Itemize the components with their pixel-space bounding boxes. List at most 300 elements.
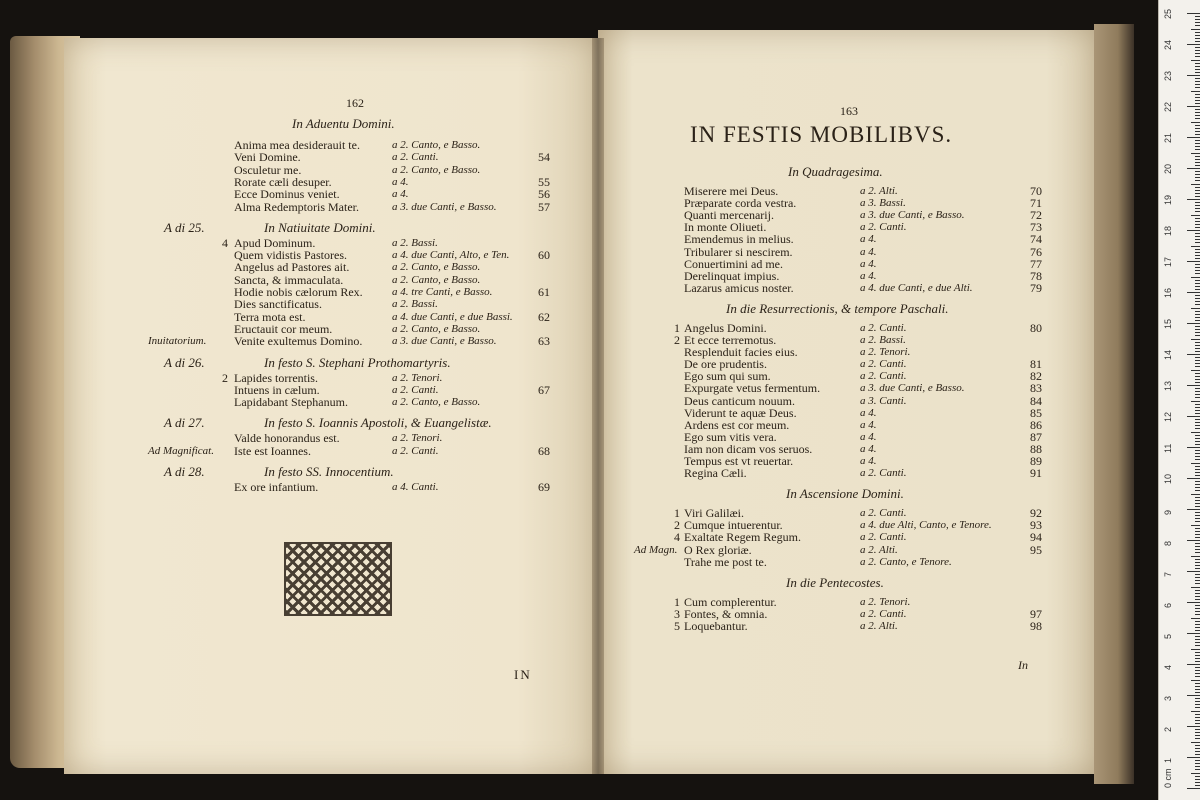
ruler-label: 0 cm — [1163, 768, 1173, 788]
page-number: 162 — [346, 96, 364, 110]
ruler-tick — [1195, 763, 1200, 764]
entry-title: Trahe me post te. — [684, 554, 767, 569]
measurement-ruler — [1158, 0, 1200, 800]
ruler-tick — [1195, 211, 1200, 212]
ruler-label: 18 — [1163, 225, 1173, 236]
ruler-tick — [1195, 552, 1200, 553]
ruler-tick — [1187, 726, 1200, 727]
ruler-tick — [1195, 397, 1200, 398]
ruler-tick — [1195, 456, 1200, 457]
entry-voices: a 2. Canti. — [860, 321, 907, 334]
ruler-tick — [1195, 286, 1200, 287]
ruler-tick — [1187, 385, 1200, 386]
book-right-edge — [1094, 24, 1134, 784]
ruler-tick — [1191, 556, 1200, 557]
entry-voices: a 4. — [860, 233, 877, 246]
entry-title: Iste est Ioannes. — [234, 443, 311, 458]
ruler-tick — [1195, 670, 1200, 671]
ruler-tick — [1195, 732, 1200, 733]
ruler-tick — [1195, 53, 1200, 54]
entry-index: 1 — [674, 506, 680, 521]
ruler-label: 15 — [1163, 318, 1173, 329]
entry-title: Ecce Dominus veniet. — [234, 187, 340, 202]
entry-index: 5 — [674, 618, 680, 633]
entry-index: 2 — [222, 370, 228, 385]
ruler-tick — [1187, 571, 1200, 572]
ruler-tick — [1191, 339, 1200, 340]
ruler-tick — [1195, 376, 1200, 377]
ruler-tick — [1191, 525, 1200, 526]
entry-page: 57 — [538, 199, 550, 214]
ruler-tick — [1191, 60, 1200, 61]
ruler-tick — [1187, 478, 1200, 479]
entry-voices: a 4. — [860, 257, 877, 270]
ruler-tick — [1195, 506, 1200, 507]
entry-title: Lazarus amicus noster. — [684, 280, 794, 295]
ruler-tick — [1195, 422, 1200, 423]
ruler-tick — [1187, 757, 1200, 758]
ruler-tick — [1195, 562, 1200, 563]
ruler-tick — [1195, 202, 1200, 203]
ruler-tick — [1187, 168, 1200, 169]
ruler-tick — [1195, 56, 1200, 57]
ruler-tick — [1187, 292, 1200, 293]
ruler-tick — [1195, 280, 1200, 281]
entry-voices: a 2. Canto, e Basso. — [392, 322, 481, 335]
ruler-tick — [1195, 559, 1200, 560]
entry-title: Viderunt te aquæ Deus. — [684, 405, 797, 420]
entry-voices: a 4. — [860, 418, 877, 431]
feast-date: A di 26. — [164, 354, 205, 370]
ruler-tick — [1195, 84, 1200, 85]
entry-voices: a 2. Tenori. — [860, 346, 911, 359]
catchword: In — [1018, 658, 1028, 672]
ruler-tick — [1195, 301, 1200, 302]
ruler-tick — [1191, 277, 1200, 278]
ruler-tick — [1195, 171, 1200, 172]
ruler-tick — [1195, 704, 1200, 705]
entry-voices: a 2. Bassi. — [860, 334, 906, 346]
ruler-tick — [1191, 680, 1200, 681]
entry-title: Regina Cæli. — [684, 466, 747, 481]
ruler-tick — [1195, 38, 1200, 39]
ruler-tick — [1195, 605, 1200, 606]
ruler-tick — [1187, 75, 1200, 76]
entry-index: 1 — [674, 594, 680, 609]
entry-title: Angelus Domini. — [684, 320, 767, 335]
ruler-tick — [1195, 100, 1200, 101]
ruler-tick — [1195, 345, 1200, 346]
entry-voices: a 4. due Canti, e due Bassi. — [392, 310, 513, 323]
section-heading: In festo S. Ioannis Apostoli, & Euangelistæ. — [264, 415, 492, 431]
ruler-tick — [1195, 326, 1200, 327]
entry-page: 78 — [1030, 268, 1042, 283]
ruler-tick — [1195, 738, 1200, 739]
ruler-tick — [1195, 348, 1200, 349]
entry-page: 98 — [1030, 618, 1042, 633]
ruler-tick — [1195, 242, 1200, 243]
ruler-tick — [1195, 224, 1200, 225]
ruler-label: 11 — [1163, 443, 1173, 453]
ruler-tick — [1195, 221, 1200, 222]
ruler-tick — [1195, 379, 1200, 380]
ruler-tick — [1195, 580, 1200, 581]
ruler-tick — [1195, 779, 1200, 780]
ruler-tick — [1195, 363, 1200, 364]
entry-page: 67 — [538, 382, 550, 397]
entry-page: 82 — [1030, 369, 1042, 384]
ruler-tick — [1191, 587, 1200, 588]
entry-voices: a 2. Tenori. — [392, 371, 443, 384]
ruler-tick — [1195, 435, 1200, 436]
ruler-tick — [1195, 255, 1200, 256]
ruler-tick — [1187, 106, 1200, 107]
entry-index: 2 — [674, 518, 680, 533]
entry-voices: a 2. Bassi. — [392, 236, 438, 249]
entry-title: Et ecce terremotus. — [684, 333, 777, 347]
catchword: IN — [514, 667, 532, 682]
ruler-tick — [1195, 515, 1200, 516]
ruler-tick — [1195, 469, 1200, 470]
ruler-tick — [1195, 769, 1200, 770]
entry-title: Anima mea desiderauit te. — [234, 138, 360, 152]
ruler-tick — [1195, 543, 1200, 544]
entry-page: 62 — [538, 309, 550, 324]
margin-note: Ad Magn. — [634, 543, 678, 556]
entry-page: 63 — [538, 334, 550, 349]
ruler-label: 5 — [1163, 633, 1173, 639]
entry-title: Derelinquat impius. — [684, 268, 780, 283]
ruler-tick — [1195, 534, 1200, 535]
page-number: 163 — [840, 104, 858, 118]
ruler-tick — [1195, 19, 1200, 20]
entry-voices: a 3. due Canti, e Basso. — [860, 382, 965, 395]
entry-title: Iam non dicam vos seruos. — [684, 441, 813, 456]
ruler-tick — [1195, 596, 1200, 597]
ruler-tick — [1195, 686, 1200, 687]
entry-title: Hodie nobis cælorum Rex. — [234, 285, 363, 299]
ruler-label: 25 — [1163, 8, 1173, 19]
ruler-tick — [1195, 754, 1200, 755]
entry-title: Viri Galilæi. — [684, 506, 744, 521]
ruler-label: 21 — [1163, 132, 1173, 143]
entry-title: De ore prudentis. — [684, 357, 767, 372]
ruler-tick — [1195, 143, 1200, 144]
ruler-tick — [1195, 645, 1200, 646]
ruler-label: 2 — [1163, 726, 1173, 732]
ruler-tick — [1195, 472, 1200, 473]
ruler-tick — [1195, 673, 1200, 674]
ruler-label: 24 — [1163, 39, 1173, 50]
ruler-tick — [1195, 692, 1200, 693]
ruler-tick — [1187, 664, 1200, 665]
entry-title: Cumque intuerentur. — [684, 518, 783, 533]
ruler-tick — [1195, 689, 1200, 690]
entry-index: 1 — [674, 320, 680, 335]
entry-page: 94 — [1030, 530, 1042, 545]
ruler-tick — [1187, 695, 1200, 696]
ruler-tick — [1187, 323, 1200, 324]
ruler-tick — [1191, 246, 1200, 247]
ruler-tick — [1191, 215, 1200, 216]
entry-page: 56 — [538, 187, 550, 202]
ruler-label: 23 — [1163, 70, 1173, 81]
entry-voices: a 2. Canto, e Basso. — [392, 139, 481, 151]
ruler-tick — [1195, 131, 1200, 132]
entry-page: 91 — [1030, 466, 1042, 481]
ruler-tick — [1191, 463, 1200, 464]
entry-page: 93 — [1030, 518, 1042, 533]
section-heading: In Ascensione Domini. — [786, 486, 904, 502]
entry-title: Valde honorandus est. — [234, 431, 340, 446]
entry-page: 70 — [1030, 184, 1042, 198]
ruler-tick — [1195, 239, 1200, 240]
ruler-tick — [1191, 91, 1200, 92]
entry-voices: a 4. tre Canti, e Basso. — [392, 286, 493, 298]
ruler-tick — [1195, 388, 1200, 389]
ruler-tick — [1195, 196, 1200, 197]
ruler-tick — [1191, 401, 1200, 402]
entry-title: Intuens in cælum. — [234, 382, 320, 397]
ruler-tick — [1195, 707, 1200, 708]
ruler-tick — [1195, 723, 1200, 724]
ruler-tick — [1195, 425, 1200, 426]
ruler-label: 7 — [1163, 571, 1173, 577]
margin-note: Ad Magnificat. — [148, 444, 214, 457]
ruler-tick — [1195, 360, 1200, 361]
entry-title: Apud Dominum. — [234, 235, 316, 250]
ruler-tick — [1187, 354, 1200, 355]
ruler-tick — [1191, 370, 1200, 371]
ruler-tick — [1195, 236, 1200, 237]
ruler-tick — [1195, 577, 1200, 578]
entry-page: 69 — [538, 480, 550, 494]
ruler-tick — [1187, 13, 1200, 14]
ruler-tick — [1191, 308, 1200, 309]
ruler-tick — [1195, 599, 1200, 600]
ruler-tick — [1195, 208, 1200, 209]
entry-page: 95 — [1030, 542, 1042, 557]
ruler-tick — [1195, 162, 1200, 163]
ruler-tick — [1195, 735, 1200, 736]
ruler-tick — [1195, 249, 1200, 250]
entry-page: 97 — [1030, 606, 1042, 621]
entry-page: 74 — [1030, 232, 1042, 247]
ruler-tick — [1195, 407, 1200, 408]
entry-title: Osculetur me. — [234, 162, 302, 177]
ruler-tick — [1195, 614, 1200, 615]
ruler-tick — [1195, 72, 1200, 73]
ruler-tick — [1195, 146, 1200, 147]
entry-title: Ego sum qui sum. — [684, 369, 771, 384]
entry-title: O Rex gloriæ. — [684, 542, 752, 557]
ruler-tick — [1195, 252, 1200, 253]
ruler-label: 17 — [1163, 256, 1173, 267]
ruler-tick — [1195, 382, 1200, 383]
ruler-tick — [1195, 264, 1200, 265]
ruler-tick — [1195, 751, 1200, 752]
ruler-tick — [1195, 47, 1200, 48]
entry-voices: a 2. Canti. — [860, 507, 907, 520]
ruler-tick — [1191, 618, 1200, 619]
ruler-tick — [1195, 701, 1200, 702]
entry-voices: a 4. — [392, 175, 409, 188]
ruler-tick — [1195, 320, 1200, 321]
ruler-tick — [1195, 497, 1200, 498]
ruler-tick — [1195, 512, 1200, 513]
entry-page: 61 — [538, 285, 550, 299]
entry-voices: a 3. due Canti, e Basso. — [392, 335, 497, 348]
entry-voices: a 2. Canti. — [860, 607, 907, 620]
ruler-tick — [1195, 627, 1200, 628]
ruler-tick — [1195, 608, 1200, 609]
entry-title: Expurgate vetus fermentum. — [684, 381, 821, 396]
section-heading: In festo SS. Innocentium. — [264, 464, 394, 479]
entry-voices: a 4. — [392, 188, 409, 201]
entry-voices: a 4. — [860, 406, 877, 419]
ruler-tick — [1187, 633, 1200, 634]
ruler-tick — [1191, 432, 1200, 433]
entry-page: 88 — [1030, 441, 1042, 456]
entry-title: Sancta, & immaculata. — [234, 272, 344, 287]
entry-index: 3 — [674, 606, 680, 621]
entry-title: Cum complerentur. — [684, 594, 777, 609]
feast-date: A di 25. — [164, 219, 205, 235]
entry-index: 2 — [674, 333, 680, 347]
ruler-tick — [1195, 32, 1200, 33]
ruler-tick — [1195, 782, 1200, 783]
ruler-tick — [1195, 205, 1200, 206]
entry-title: Lapidabant Stephanum. — [234, 395, 348, 410]
ruler-tick — [1195, 785, 1200, 786]
entry-page: 71 — [1030, 196, 1042, 211]
entry-title: Resplenduit facies eius. — [684, 345, 798, 360]
entry-title: Tribularer si nescirem. — [684, 244, 793, 259]
ruler-tick — [1195, 621, 1200, 622]
ruler-tick — [1195, 639, 1200, 640]
ruler-tick — [1187, 509, 1200, 510]
entry-page: 89 — [1030, 454, 1042, 468]
entry-voices: a 4. — [860, 269, 877, 282]
ruler-tick — [1195, 165, 1200, 166]
ruler-tick — [1195, 218, 1200, 219]
entry-title: Deus canticum nouum. — [684, 393, 795, 408]
entry-title: Alma Redemptoris Mater. — [234, 199, 359, 214]
ruler-tick — [1195, 335, 1200, 336]
ruler-tick — [1195, 655, 1200, 656]
entry-page: 76 — [1030, 244, 1042, 259]
entry-page: 92 — [1030, 506, 1042, 521]
ruler-tick — [1195, 16, 1200, 17]
ruler-tick — [1191, 773, 1200, 774]
ruler-tick — [1195, 332, 1200, 333]
ruler-tick — [1187, 602, 1200, 603]
ruler-label: 6 — [1163, 602, 1173, 608]
ruler-tick — [1195, 103, 1200, 104]
ruler-tick — [1195, 41, 1200, 42]
ruler-tick — [1195, 174, 1200, 175]
entry-voices: a 4. due Canti, e due Alti. — [860, 281, 973, 294]
entry-voices: a 3. Canti. — [860, 394, 907, 407]
entry-voices: a 2. Alti. — [860, 619, 898, 632]
section-heading: In Quadragesima. — [788, 164, 883, 179]
ruler-tick — [1195, 490, 1200, 491]
ruler-tick — [1195, 187, 1200, 188]
ruler-tick — [1195, 81, 1200, 82]
ruler-tick — [1195, 267, 1200, 268]
ruler-label: 13 — [1163, 380, 1173, 391]
ruler-tick — [1195, 304, 1200, 305]
left-page — [64, 38, 598, 774]
ruler-tick — [1187, 261, 1200, 262]
entry-page: 86 — [1030, 417, 1042, 432]
entry-page: 87 — [1030, 429, 1042, 444]
entry-page: 55 — [538, 174, 550, 189]
ruler-tick — [1195, 258, 1200, 259]
ruler-tick — [1195, 317, 1200, 318]
ruler-tick — [1195, 295, 1200, 296]
ruler-tick — [1195, 270, 1200, 271]
ruler-tick — [1191, 742, 1200, 743]
ruler-tick — [1195, 97, 1200, 98]
ruler-tick — [1195, 667, 1200, 668]
ruler-label: 14 — [1163, 349, 1173, 360]
entry-page: 81 — [1030, 357, 1042, 372]
ruler-label: 3 — [1163, 695, 1173, 701]
ruler-tick — [1195, 518, 1200, 519]
ruler-tick — [1195, 642, 1200, 643]
ruler-tick — [1195, 180, 1200, 181]
ruler-tick — [1195, 298, 1200, 299]
entry-page: 85 — [1030, 405, 1042, 420]
entry-index: 4 — [674, 530, 680, 545]
ruler-label: 12 — [1163, 411, 1173, 422]
ruler-tick — [1195, 459, 1200, 460]
entry-title: Tempus est vt reuertar. — [684, 454, 794, 468]
ruler-tick — [1195, 528, 1200, 529]
entry-voices: a 2. Canti. — [392, 444, 439, 457]
ruler-tick — [1195, 481, 1200, 482]
entry-voices: a 4. — [860, 455, 877, 467]
feast-date: A di 27. — [164, 415, 205, 431]
ruler-tick — [1195, 574, 1200, 575]
ruler-label: 4 — [1163, 664, 1173, 670]
ruler-tick — [1195, 329, 1200, 330]
entry-title: In monte Oliueti. — [684, 220, 767, 235]
ruler-tick — [1191, 494, 1200, 495]
ruler-tick — [1195, 25, 1200, 26]
ruler-tick — [1195, 314, 1200, 315]
ruler-tick — [1195, 428, 1200, 429]
ruler-tick — [1195, 233, 1200, 234]
ruler-tick — [1195, 63, 1200, 64]
entry-title: Miserere mei Deus. — [684, 184, 779, 198]
ruler-tick — [1195, 503, 1200, 504]
ruler-tick — [1187, 44, 1200, 45]
ruler-tick — [1195, 583, 1200, 584]
ruler-tick — [1195, 66, 1200, 67]
ruler-tick — [1195, 441, 1200, 442]
ruler-tick — [1195, 611, 1200, 612]
ruler-tick — [1191, 29, 1200, 30]
entry-voices: a 2. Bassi. — [392, 298, 438, 311]
entry-title: Ex ore infantium. — [234, 480, 319, 494]
entry-title: Exaltate Regem Regum. — [684, 530, 801, 545]
entry-voices: a 2. Canti. — [860, 467, 907, 480]
ruler-tick — [1195, 593, 1200, 594]
entry-voices: a 2. Canti. — [860, 370, 907, 383]
ruler-tick — [1187, 416, 1200, 417]
